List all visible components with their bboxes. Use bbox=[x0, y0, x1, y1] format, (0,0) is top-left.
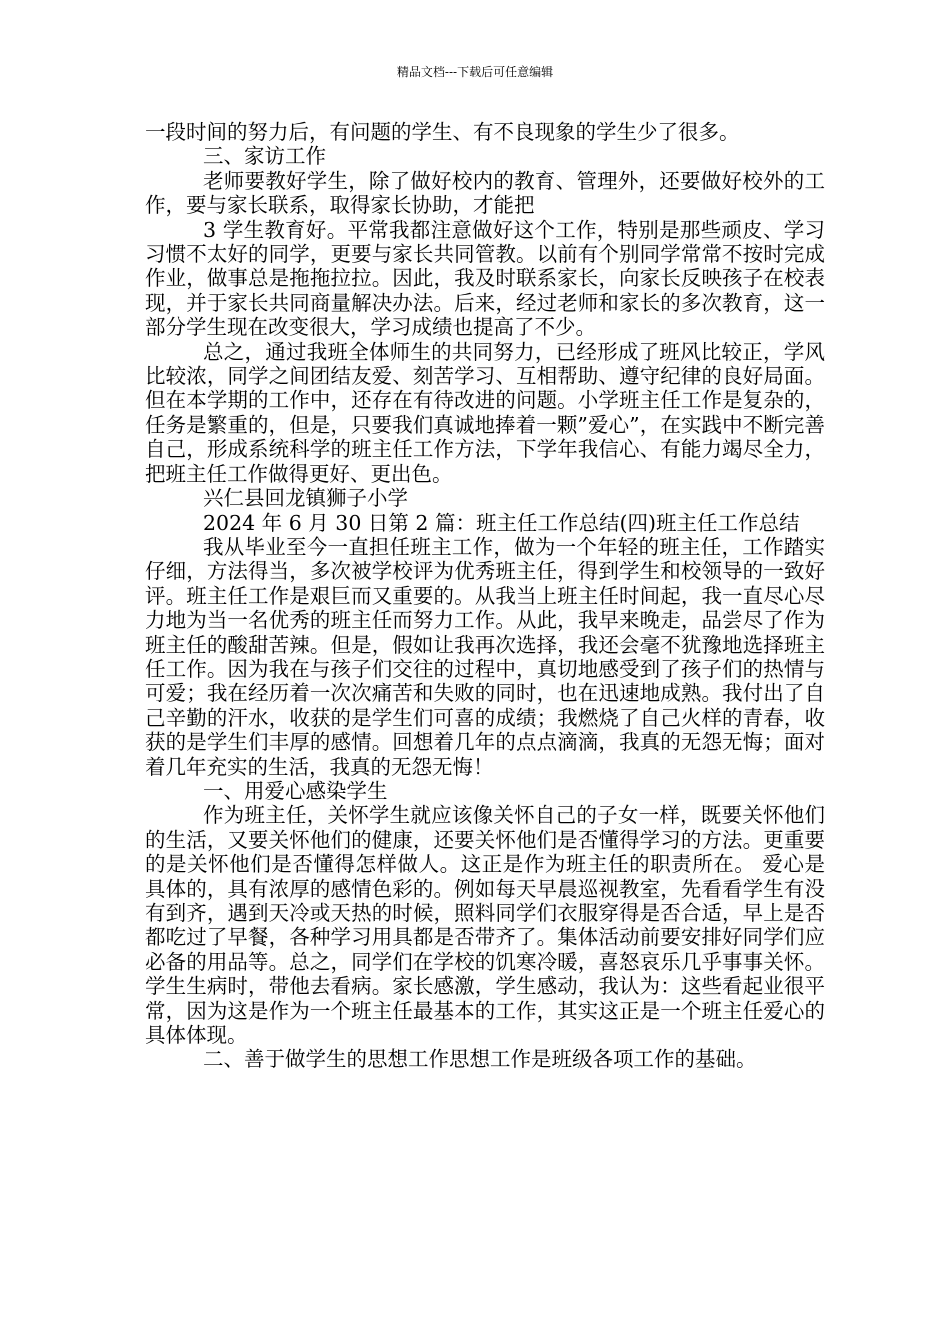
section-heading-thought-work: 二、善于做学生的思想工作思想工作是班级各项工作的基础。 bbox=[203, 1047, 757, 1072]
paragraph-summary: 总之，通过我班全体师生的共同努力，已经形成了班风比较正，学风比较浓，同学之间团结友爱、刻苦学习、互相帮助、遵守纪律的良好局面。但在本学期的工作中，还存在有待改进的问题。小学班主任工作是复杂的，任务是繁重的，但是，只要我们真诚地捧着一颗”爱心”，在实践中不断完善自己，形成系统科学的班主任工作方法，下学年我信心、有能力竭尽全力，把班主任工作做得更好、更出色。 bbox=[145, 339, 825, 486]
page-header: 精品文档---下载后可任意编辑 bbox=[396, 65, 554, 79]
paragraph-3: 3 学生教育好。平常我都注意做好这个工作，特别是那些顽皮、学习习惯不太好的同学，更要与家长共同管教。以前有个别同学常常不按时完成作业，做事总是拖拖拉拉。因此，我及时联系家长，向家长反映孩子在校表现，并于家长共同商量解决办法。后来，经过老师和家长的多次教育，这一部分学生现在改变很大，学习成绩也提高了不少。 bbox=[145, 217, 825, 340]
school-name: 兴仁县回龙镇狮子小学 bbox=[203, 486, 408, 511]
paragraph-2: 老师要教好学生，除了做好校内的教育、管理外，还要做好校外的工作，要与家长联系，取得家长协助，才能把 bbox=[145, 168, 825, 218]
paragraph-love: 作为班主任，关怀学生就应该像关怀自己的子女一样，既要关怀他们的生活，又要关怀他们的健康，还要关怀他们是否懂得学习的方法。更重要的是关怀他们是否懂得怎样做人。这正是作为班主任的职责所在。 爱心是具体的，具有浓厚的感情色彩的。例如每天早晨巡视教室，先看看学生有没有到齐，遇到天冷或天热的时候，照料同学们衣服穿得是否合适，早上是否都吃过了早餐，各种学习用具都是否带齐了。集体活动前要安排好同学们应必备的用品等。总之，同学们在学校的饥寒冷暖，喜怒哀乐几乎事事关怀。学生生病时，带他去看病。家长感激，学生感动，我认为：这些看起业很平常，因为这是作为一个班主任最基本的工作，其实这正是一个班主任爱心的具体体现。 bbox=[145, 803, 825, 1048]
section-heading-love: 一、用爱心感染学生 bbox=[203, 778, 388, 803]
date-and-article-title: 2024 年 6 月 30 日第 2 篇：班主任工作总结(四)班主任工作总结 bbox=[203, 510, 800, 535]
paragraph-intro: 我从毕业至今一直担任班主工作，做为一个年轻的班主任，工作踏实仔细，方法得当，多次被学校评为优秀班主任，得到学生和校领导的一致好评。班主任工作是艰巨而又重要的。从我当上班主任时间起，我一直尽心尽力地为当一名优秀的班主任而努力工作。从此，我早来晚走，品尝尽了作为班主任的酸甜苦辣。但是，假如让我再次选择，我还会毫不犹豫地选择班主任工作。因为我在与孩子们交往的过程中，真切地感受到了孩子们的热情与可爱；我在经历着一次次痛苦和失败的同时，也在迅速地成熟。我付出了自己辛勤的汗水，收获的是学生们可喜的成绩；我燃烧了自己火样的青春，收获的是学生们丰厚的感情。回想着几年的点点滴滴，我真的无怨无悔；面对着几年充实的生活，我真的无怨无悔！ bbox=[145, 534, 825, 779]
document-body bbox=[145, 120, 825, 1072]
paragraph-1: 一段时间的努力后，有问题的学生、有不良现象的学生少了很多。 bbox=[145, 120, 740, 144]
section-heading-home-visit: 三、家访工作 bbox=[203, 144, 326, 169]
